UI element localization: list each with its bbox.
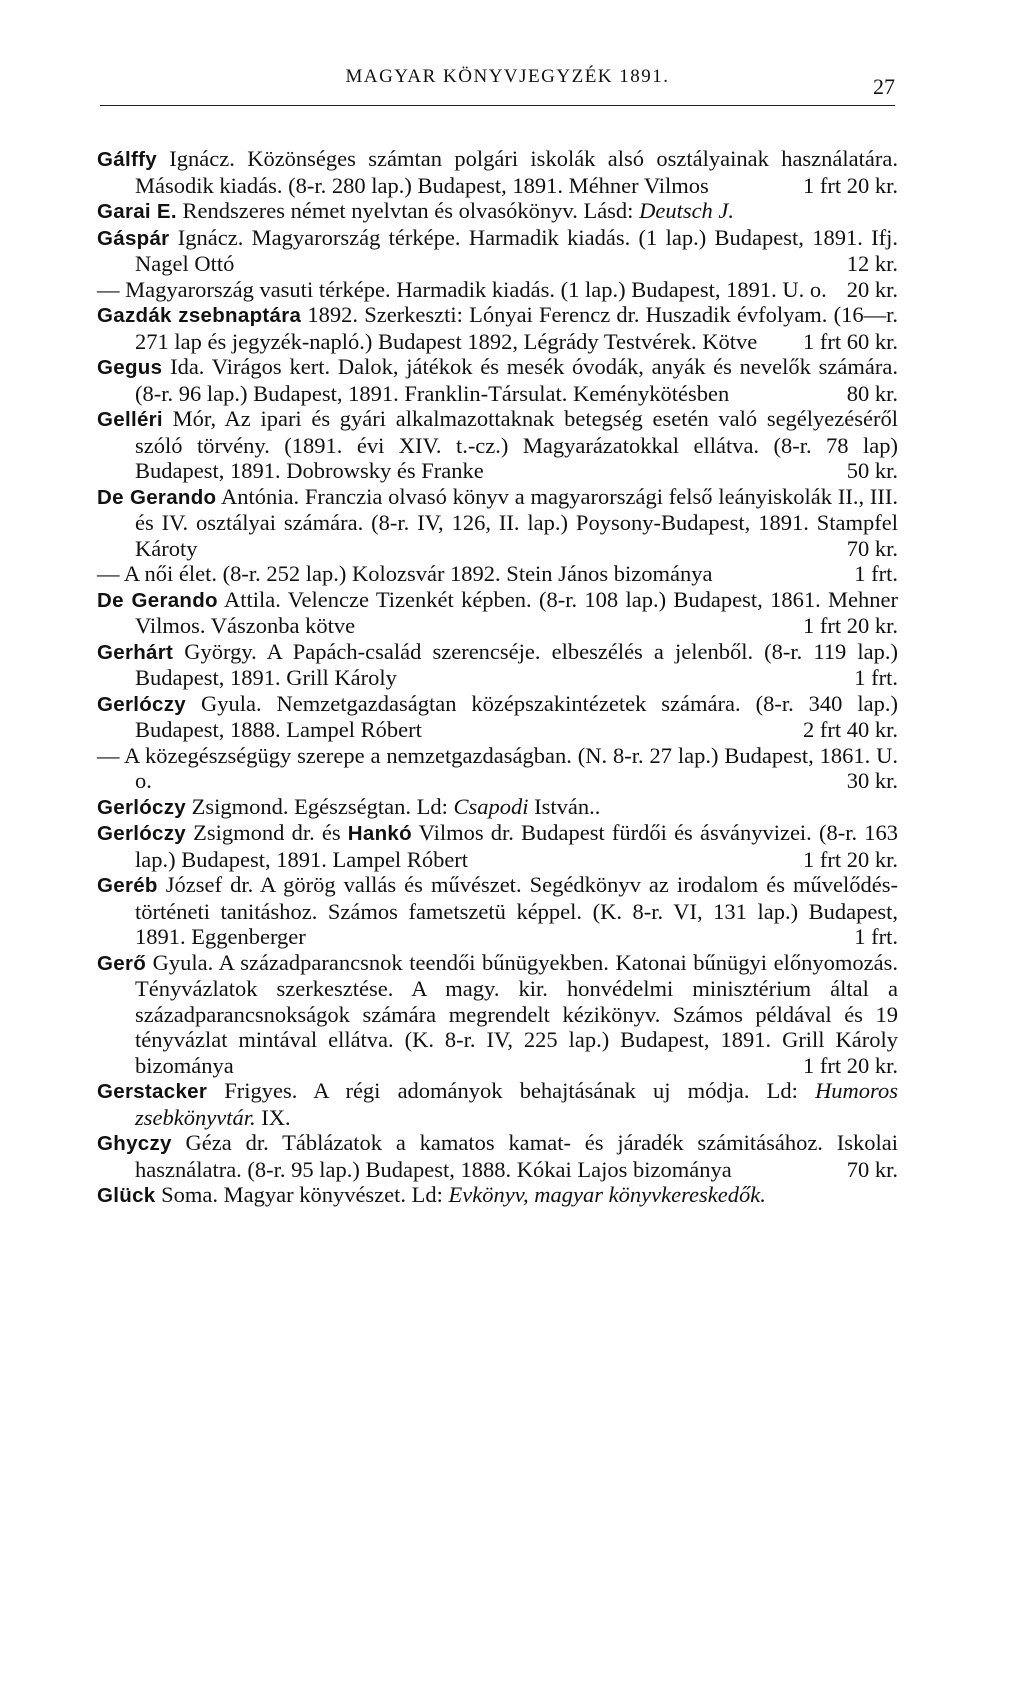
author-name: Gerstacker <box>97 1080 208 1103</box>
author-name: Gerlóczy <box>97 795 186 819</box>
list-item <box>97 820 898 872</box>
list-item <box>97 794 898 821</box>
list-item <box>97 146 898 198</box>
author-name: Gáspár <box>97 226 170 250</box>
entry-text: Ignácz. Magyarország térképe. Harmadik kiadás. (1 lap.) Budapest, 1891. Ifj. Nagel Ottó <box>135 224 898 276</box>
price: 1 frt. <box>854 561 898 586</box>
author-name: De Gerando <box>97 485 217 509</box>
entry-text: Géza dr. Táblázatok a kamatos kamat- és járadék számitásához. Iskolai használatra. (8-r. 95 lap.) Budapest, 1888. Kókai Lajos bizománya <box>135 1130 898 1182</box>
list-item <box>97 743 898 794</box>
author-name: Garai E. <box>97 200 177 223</box>
list-item <box>97 302 898 354</box>
list-item <box>97 1182 898 1209</box>
entry-text: Rendszeres német nyelvtan és olvasókönyv. Lásd: <box>176 198 640 223</box>
price: 70 kr. <box>846 535 898 561</box>
author-name: Gerlóczy <box>97 822 186 845</box>
price: 1 frt. <box>854 665 898 690</box>
entry-text: Gyula. Nemzetgazdaságtan középszakintézetek számára. (8-r. 340 lap.) Budapest, 1888. Lampel Róbert <box>135 690 898 742</box>
entry-text: Antónia. Franczia olvasó könyv a magyarországi felső leányiskolák II., III. és IV. osztályai számára. (8-r. IV, 126, II. lap.) Poysony-Budapest, 1891. Stampfel Károty <box>135 483 898 561</box>
page-header <box>120 66 895 106</box>
list-item <box>97 198 898 225</box>
entry-text-after: István.. <box>528 793 601 819</box>
list-item <box>97 872 898 950</box>
page-number: 27 <box>873 74 895 99</box>
header-rule <box>100 105 895 106</box>
list-item <box>97 950 898 1079</box>
list-item <box>97 484 898 562</box>
author-name: Gerő <box>97 951 147 975</box>
entry-text: Mór, Az ipari és gyári alkalmazottaknak betegség esetén való segélyezéséről szóló törvény. (1891. évi XIV. t.-cz.) Magyarázatokkal ellátva. (8-r. 78 lap) Budapest, 1891. Dobrowsky és Franke <box>135 406 898 483</box>
author-name: Gálffy <box>97 148 157 171</box>
author-name: Geréb <box>97 874 158 897</box>
entry-text-after: IX. <box>255 1104 291 1130</box>
cross-reference: Deutsch J. <box>639 198 735 223</box>
author-name: Glück <box>97 1184 156 1207</box>
list-item <box>97 225 898 277</box>
entry-text: Zsigmond dr. és <box>186 820 348 845</box>
price: 80 kr. <box>846 380 898 406</box>
list-item <box>97 691 898 743</box>
entry-text: 1892. Szerkeszti: Lónyai Ferencz dr. Huszadik évfolyam. (16—r. 271 lap és jegyzék-napló.) Budapest 1892, Légrády Testvérek. Kötve <box>135 302 898 354</box>
repeat-dash: — <box>97 742 120 768</box>
entry-text: Ida. Virágos kert. Dalok, játékok és mesék óvodák, anyák és nevelők számára. (8-r. 96 lap.) Budapest, 1891. Franklin-Társulat. Keménykötésben <box>135 354 898 406</box>
list-item <box>97 561 898 587</box>
list-item <box>97 354 898 406</box>
cross-reference: Csapodi <box>453 793 529 819</box>
entry-text: A női élet. (8-r. 252 lap.) Kolozsvár 1892. Stein János bizománya <box>119 561 713 586</box>
author-name: Gelléri <box>97 408 163 431</box>
price: 1 frt 60 kr. <box>803 328 898 354</box>
entry-text: József dr. A görög vallás és művészet. Segédkönyv az irodalom és művelődés-történeti tanitáshoz. Számos fametszetü képpel. (K. 8-r. VI, 131 lap.) Budapest, 1891. Eggenberger <box>135 872 898 949</box>
price: 12 kr. <box>846 251 898 276</box>
author-name: Gegus <box>97 356 163 379</box>
coauthor-name: Hankó <box>347 822 412 845</box>
entry-text: Ignácz. Közönséges számtan polgári iskolák alsó osztályainak használatára. Második kiadás. (8-r. 280 lap.) Budapest, 1891. Méhner Vilmos <box>135 146 898 198</box>
price: 1 frt 20 kr. <box>803 613 898 638</box>
price: 1 frt 20 kr. <box>803 172 898 198</box>
entry-text: Zsigmond. Egészségtan. Ld: <box>186 793 454 819</box>
author-name: Gerhárt <box>97 640 174 664</box>
running-title: MAGYAR KÖNYVJEGYZÉK 1891. <box>345 66 670 87</box>
author-name: Gazdák zsebnaptára <box>97 304 302 327</box>
cross-reference: Humoros zsebkönyvtár. <box>135 1078 898 1130</box>
author-name: De Gerando <box>97 588 218 612</box>
catalog-entries <box>97 146 898 1209</box>
entry-text-2: Vilmos dr. Budapest fürdői és ásványvizei. (8-r. 163 lap.) Budapest, 1891. Lampel Róbert <box>135 820 898 872</box>
list-item <box>97 277 898 303</box>
list-item <box>97 1078 898 1130</box>
price: 1 frt 20 kr. <box>803 846 898 872</box>
cross-reference: Evkönyv, magyar könyvkereskedők. <box>448 1182 766 1207</box>
entry-text: Magyarország vasuti térképe. Harmadik kiadás. (1 lap.) Budapest, 1891. U. o. <box>119 276 827 302</box>
price: 50 kr. <box>846 458 898 483</box>
list-item <box>97 406 898 484</box>
list-item <box>97 639 898 691</box>
entry-text: Soma. Magyar könyvészet. Ld: <box>155 1182 449 1207</box>
price: 20 kr. <box>846 276 898 302</box>
list-item <box>97 587 898 639</box>
price: 2 frt 40 kr. <box>803 717 898 742</box>
repeat-dash: — <box>97 561 120 586</box>
price: 30 kr. <box>846 768 898 793</box>
entry-text: Gyula. A századparancsnok teendői bűnügyekben. Katonai bűnügyi előnyomozás. Tényvázlatok szerkesztése. A magy. kir. honvédelmi minisztérium által a századparancsnokságok számára megrendelt kézikönyv. Számos példával és 19 tényvázlat mintával ellátva. (K. 8-r. IV, 225 lap.) Budapest, 1891. Grill Károly bizománya <box>135 949 898 1078</box>
repeat-dash: — <box>97 276 120 302</box>
price: 1 frt. <box>854 924 898 949</box>
price: 1 frt 20 kr. <box>803 1052 898 1078</box>
entry-text: Frigyes. A régi adományok behajtásának uj módja. Ld: <box>207 1078 816 1103</box>
list-item <box>97 1130 898 1182</box>
entry-text: Attila. Velencze Tizenkét képben. (8-r. 108 lap.) Budapest, 1861. Mehner Vilmos. Vászonba kötve <box>135 586 898 638</box>
author-name: Gerlóczy <box>97 692 186 716</box>
author-name: Ghyczy <box>97 1132 172 1155</box>
price: 70 kr. <box>846 1156 898 1182</box>
entry-text: A közegészségügy szerepe a nemzetgazdaságban. (N. 8-r. 27 lap.) Budapest, 1861. U. o. <box>119 742 898 793</box>
entry-text: György. A Papách-család szerencséje. elbeszélés a jelenből. (8-r. 119 lap.) Budapest, 1891. Grill Károly <box>135 638 898 690</box>
